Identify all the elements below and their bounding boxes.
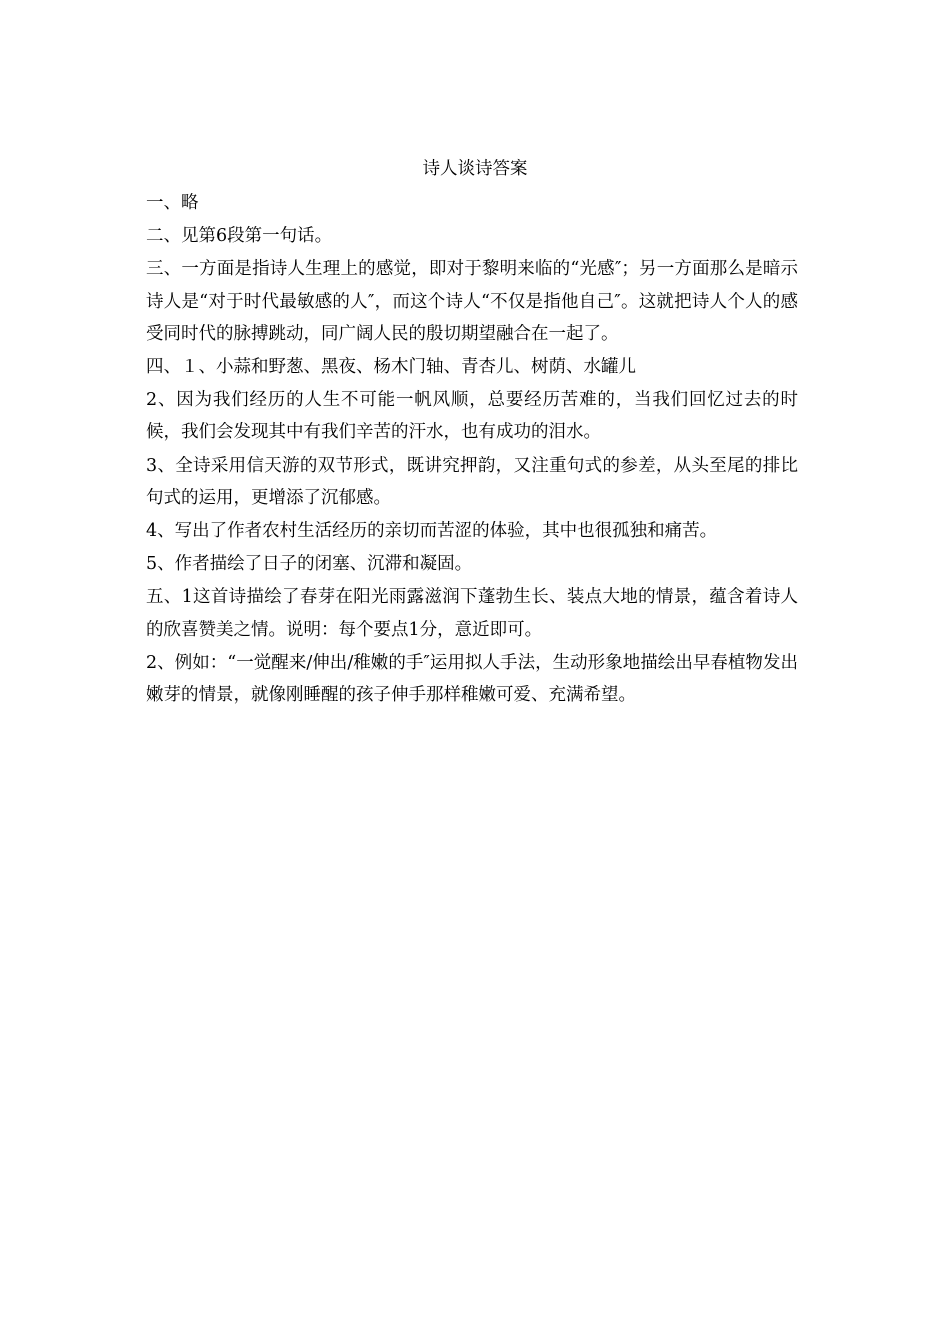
document-body xyxy=(146,187,798,712)
answer-section-4-item-4: 4、写出了作者农村生活经历的亲切而苦涩的体验，其中也很孤独和痛苦。 xyxy=(146,521,718,542)
answer-section-1: 一、略 xyxy=(146,193,199,213)
answer-section-3: 三、一方面是指诗人生理上的感觉，即对于黎明来临的“光感″；另一方面那么是暗示诗人是“对于时代最敏感的人″，而这个诗人“不仅是指他自己″。这就把诗人个人的感受同时代的脉搏跳动，同广阔人民的殷切期望融合在一起了。 xyxy=(146,259,798,344)
document-title: 诗人谈诗答案 xyxy=(422,159,528,179)
answer-section-4-item-5: 5、作者描绘了日子的闭塞、沉滞和凝固。 xyxy=(146,554,473,575)
answer-section-4-item-2: 2、因为我们经历的人生不可能一帆风顺，总要经历苦难的，当我们回忆过去的时候，我们会发现其中有我们辛苦的汗水，也有成功的泪水。 xyxy=(146,390,798,443)
answer-section-4-item-1: 四、１、小蒜和野葱、黑夜、杨木门轴、青杏儿、树荫、水罐儿 xyxy=(146,357,636,378)
answer-section-2: 二、见第6段第一句话。 xyxy=(146,226,333,247)
answer-section-5-item-1: 五、1这首诗描绘了春芽在阳光雨露滋润下蓬勃生长、装点大地的情景，蕴含着诗人的欣喜赞美之情。说明：每个要点1分，意近即可。 xyxy=(146,587,798,640)
answer-section-4-item-3: 3、全诗采用信天游的双节形式，既讲究押韵，又注重句式的参差，从头至尾的排比句式的运用，更增添了沉郁感。 xyxy=(146,455,798,508)
answer-section-5-item-2: 2、例如：“一觉醒来/伸出/稚嫩的手″运用拟人手法，生动形象地描绘出早春植物发出嫩芽的情景，就像刚睡醒的孩子伸手那样稚嫩可爱、充满希望。 xyxy=(146,652,798,706)
